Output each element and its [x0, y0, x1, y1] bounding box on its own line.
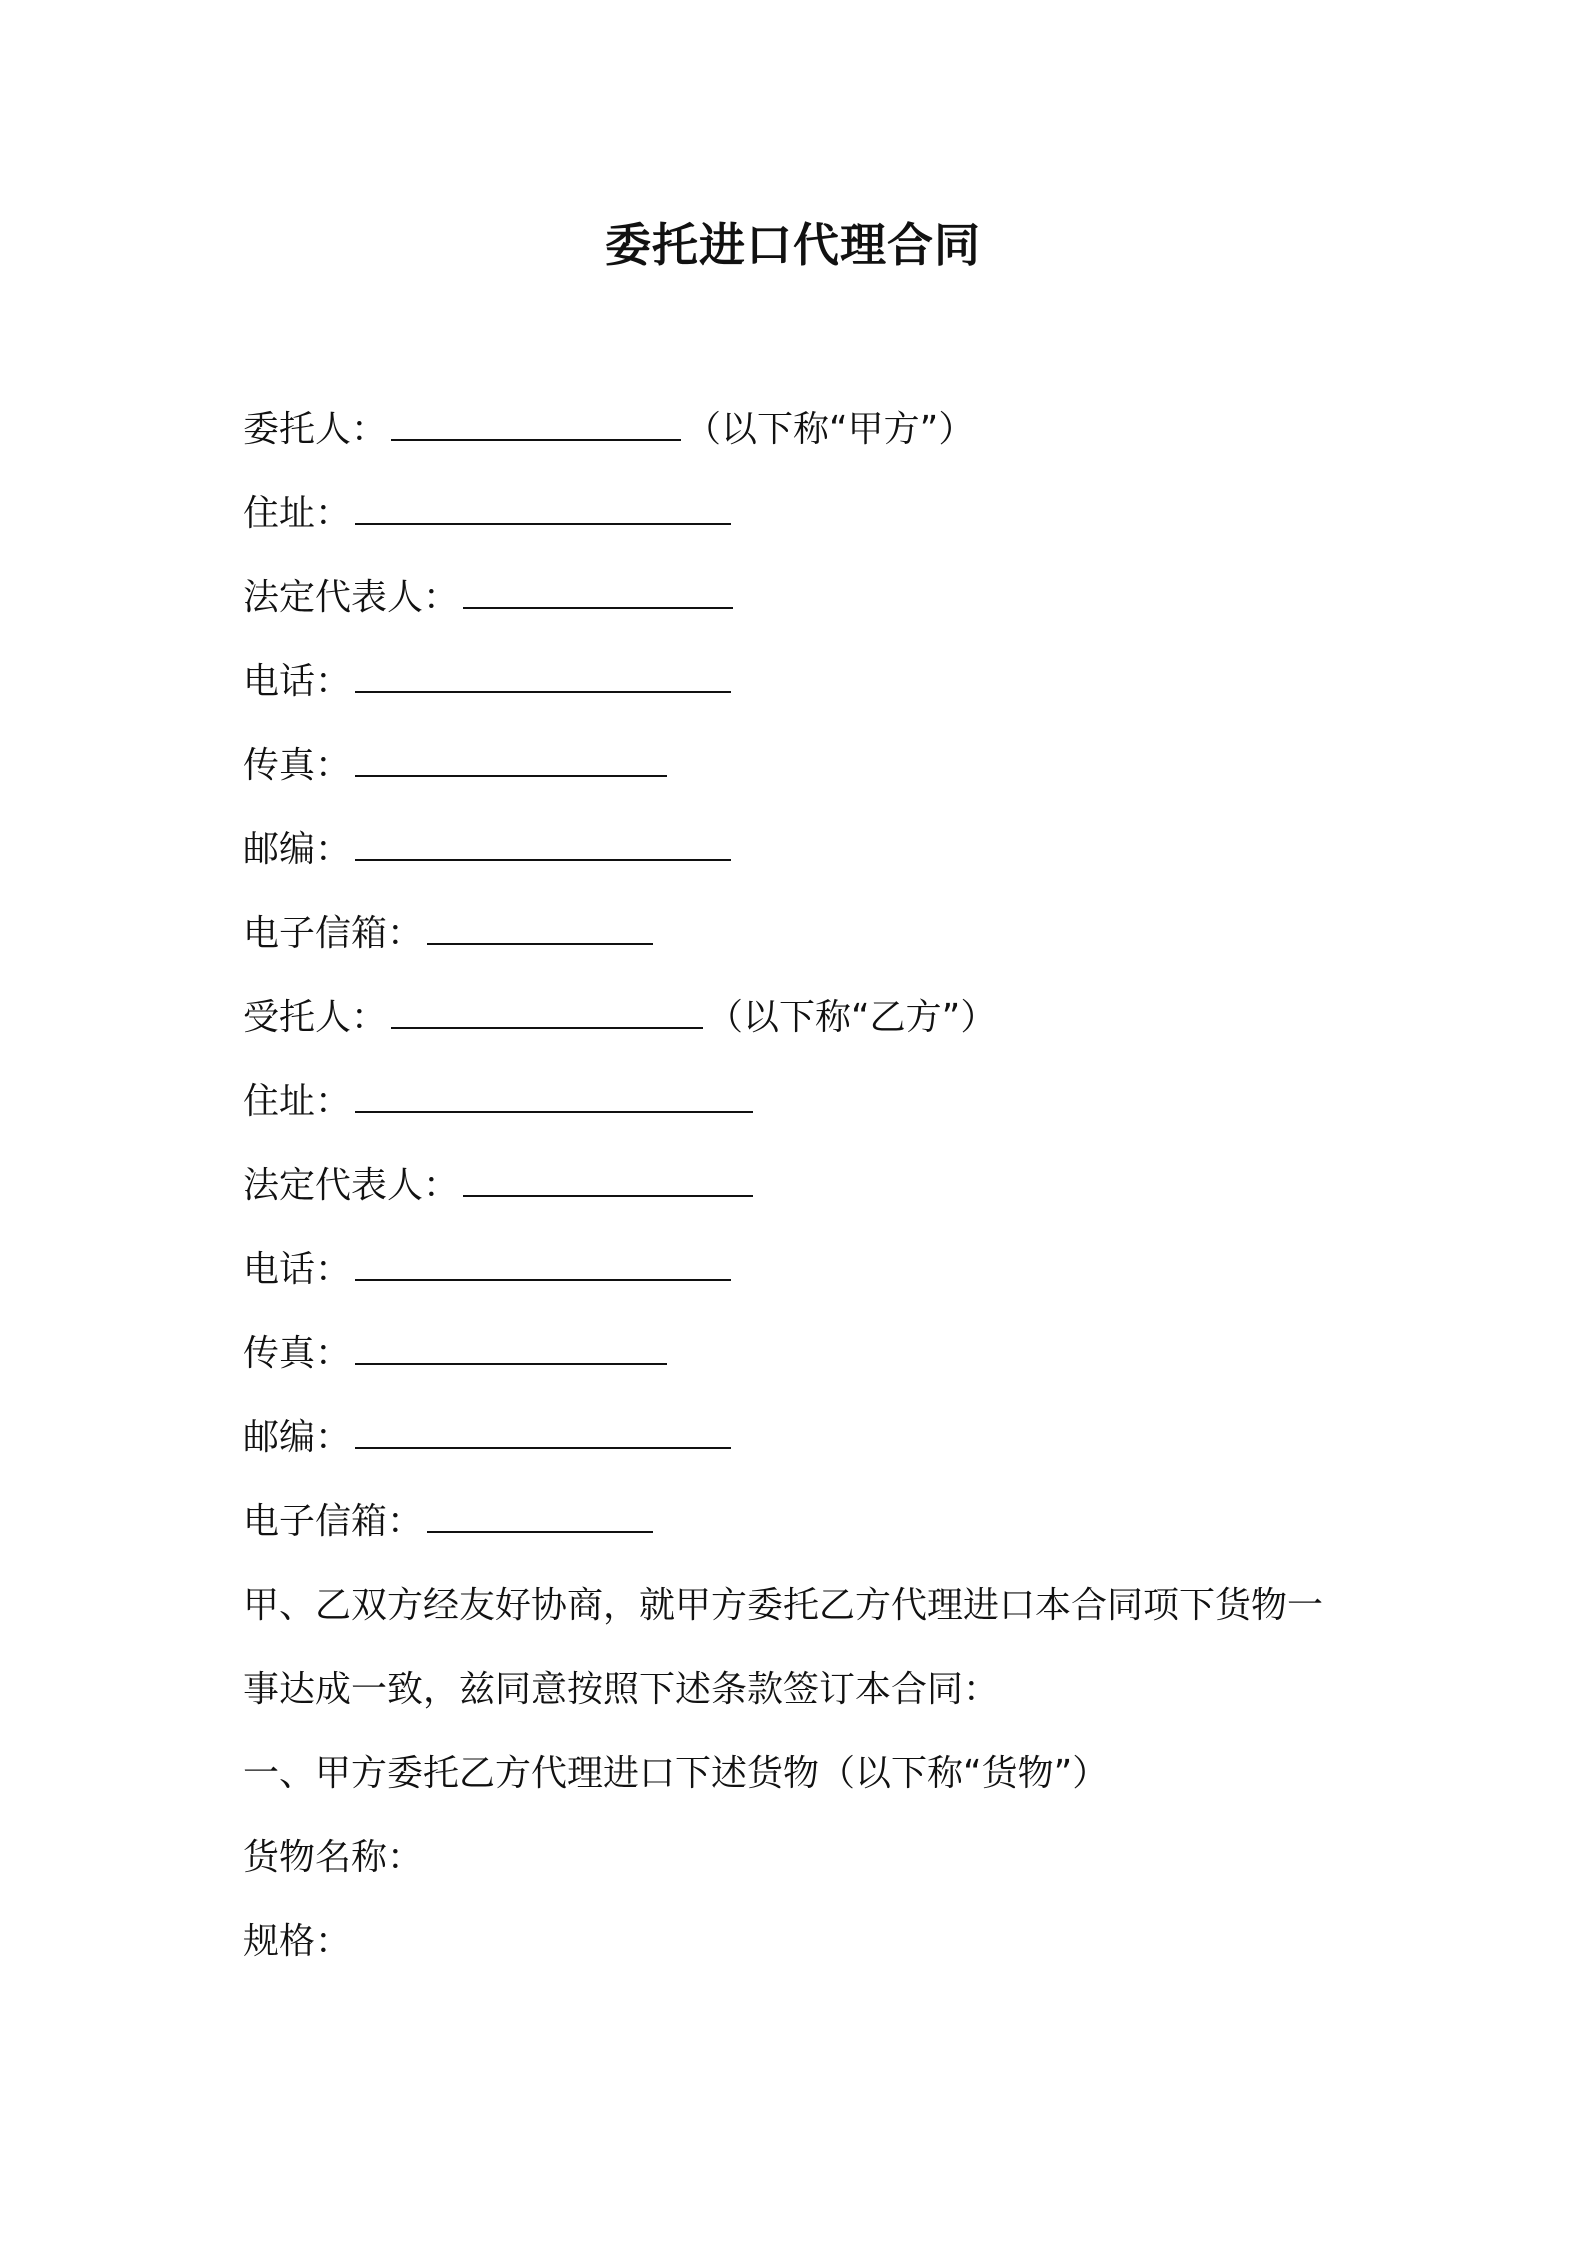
party-b-legal-rep-line — [243, 1160, 757, 1212]
party-a-postcode-blank[interactable] — [355, 829, 731, 861]
party-b-agent-suffix: （以下称“乙方”） — [707, 997, 997, 1038]
party-b-postcode-blank[interactable] — [355, 1417, 731, 1449]
party-a-address-blank[interactable] — [355, 493, 731, 525]
party-a-phone-blank[interactable] — [355, 661, 731, 693]
party-a-address-label: 住址： — [243, 493, 352, 534]
party-b-address-line — [243, 1076, 757, 1128]
party-a-address-line — [243, 488, 735, 540]
party-b-fax-label: 传真： — [243, 1333, 352, 1374]
preamble-line-2: 事达成一致，兹同意按照下述条款签订本合同： — [243, 1669, 1000, 1710]
party-a-legal-rep-line — [243, 572, 737, 624]
goods-name-label: 货物名称： — [243, 1837, 424, 1878]
party-a-client-blank[interactable] — [391, 409, 681, 441]
party-b-agent-label: 受托人： — [243, 997, 388, 1038]
spec-label: 规格： — [243, 1921, 352, 1962]
party-a-client-line — [243, 404, 974, 456]
party-a-client-label: 委托人： — [243, 409, 388, 450]
party-b-phone-line — [243, 1244, 735, 1296]
party-b-email-line — [243, 1496, 657, 1548]
party-a-phone-line — [243, 656, 735, 708]
party-b-legal-rep-blank[interactable] — [463, 1165, 753, 1197]
preamble-line-1: 甲、乙双方经友好协商，就甲方委托乙方代理进口本合同项下货物一 — [243, 1585, 1324, 1626]
party-a-fax-blank[interactable] — [355, 745, 667, 777]
party-a-fax-line — [243, 740, 671, 792]
party-b-fax-line — [243, 1328, 671, 1380]
party-b-fax-blank[interactable] — [355, 1333, 667, 1365]
party-b-agent-line — [243, 992, 996, 1044]
party-b-postcode-line — [243, 1412, 735, 1464]
section-1-heading: 一、甲方委托乙方代理进口下述货物（以下称“货物”） — [243, 1753, 1109, 1794]
party-b-legal-rep-label: 法定代表人： — [243, 1165, 460, 1206]
party-b-email-label: 电子信箱： — [243, 1501, 424, 1542]
party-a-legal-rep-blank[interactable] — [463, 577, 733, 609]
document-title: 委托进口代理合同 — [605, 218, 981, 272]
party-b-address-label: 住址： — [243, 1081, 352, 1122]
party-b-phone-blank[interactable] — [355, 1249, 731, 1281]
party-a-phone-label: 电话： — [243, 661, 352, 702]
party-b-agent-blank[interactable] — [391, 997, 703, 1029]
party-a-fax-label: 传真： — [243, 745, 352, 786]
party-a-email-blank[interactable] — [427, 913, 653, 945]
party-a-postcode-label: 邮编： — [243, 829, 352, 870]
party-a-client-suffix: （以下称“甲方”） — [685, 409, 975, 450]
party-a-email-label: 电子信箱： — [243, 913, 424, 954]
party-a-legal-rep-label: 法定代表人： — [243, 577, 460, 618]
party-b-email-blank[interactable] — [427, 1501, 653, 1533]
party-b-address-blank[interactable] — [355, 1081, 753, 1113]
party-b-phone-label: 电话： — [243, 1249, 352, 1290]
party-b-postcode-label: 邮编： — [243, 1417, 352, 1458]
party-a-postcode-line — [243, 824, 735, 876]
party-a-email-line — [243, 908, 657, 960]
